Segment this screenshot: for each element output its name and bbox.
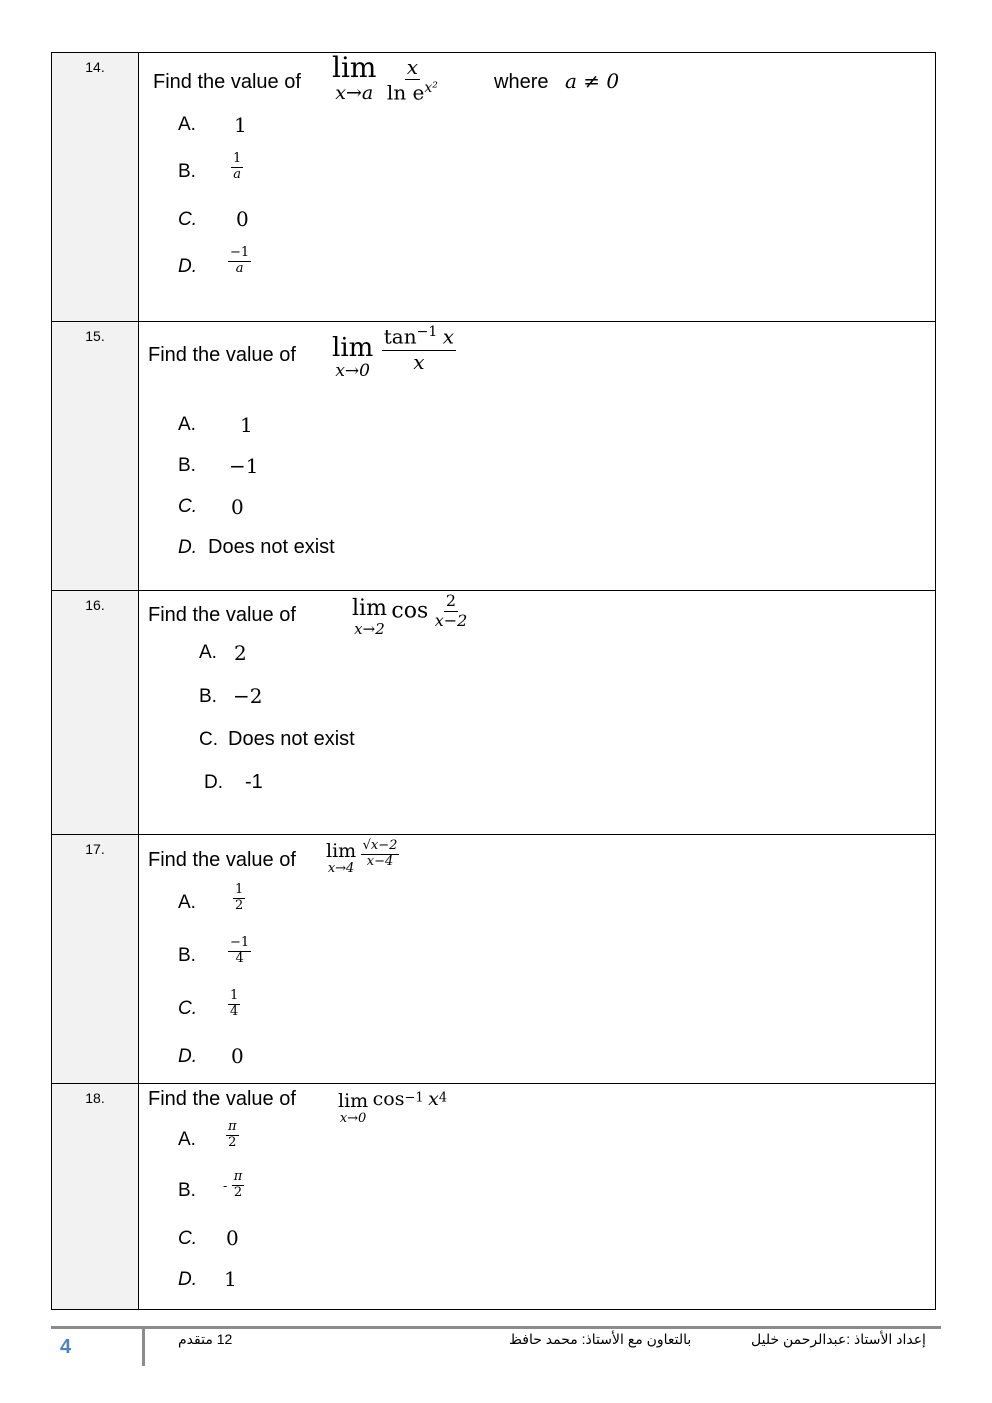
- cos-function: cos: [391, 598, 429, 624]
- lim-subscript: x→4: [327, 861, 355, 876]
- option-letter: D.: [178, 256, 197, 277]
- option-value: 0: [231, 1044, 244, 1068]
- lim-operator: lim: [338, 1090, 369, 1112]
- option-numerator: −1: [230, 935, 250, 950]
- lim-operator: lim: [326, 840, 357, 862]
- option-value: 1: [240, 413, 253, 437]
- lim-subscript: x→0: [339, 1111, 367, 1126]
- fraction-denominator: ln e: [386, 80, 425, 105]
- fraction-denominator: x: [413, 349, 425, 374]
- option-value: 2: [234, 641, 247, 665]
- option-sign: -: [223, 1177, 228, 1193]
- option-letter: C.: [178, 998, 197, 1019]
- option-value: 1: [224, 1267, 237, 1291]
- lim-operator: lim: [352, 596, 387, 621]
- question-number: 15.: [52, 322, 139, 590]
- question-prompt: Find the value of: [148, 849, 296, 871]
- variable: x: [428, 1088, 439, 1110]
- fraction-numerator: √x−2: [362, 838, 398, 854]
- option-numerator: π: [228, 1119, 237, 1134]
- option-fraction: [231, 152, 243, 183]
- numerator-exponent: −1: [416, 324, 438, 340]
- option-value: Does not exist: [208, 536, 335, 558]
- limit-expression: [352, 591, 469, 638]
- option-value: −1: [229, 454, 259, 478]
- option-letter: A.: [199, 642, 217, 663]
- question-prompt: Find the value of: [148, 1088, 296, 1110]
- page-number: 4: [60, 1336, 72, 1358]
- option-fraction: [228, 936, 251, 967]
- option-value: -1: [245, 771, 263, 793]
- lim-subscript: x→a: [335, 82, 374, 104]
- fraction-numerator: 2: [445, 591, 457, 611]
- fraction-numerator: x: [406, 54, 419, 79]
- option-letter: C.: [178, 1228, 197, 1249]
- option-fraction: [223, 1170, 244, 1201]
- option-letter: B.: [178, 1180, 196, 1201]
- limit-expression: [332, 324, 456, 381]
- limit-expression: [332, 51, 440, 105]
- option-denominator: a: [235, 260, 244, 276]
- condition-label: where: [494, 71, 549, 93]
- option-letter: A.: [178, 414, 196, 435]
- option-numerator: 1: [233, 151, 242, 166]
- question-number: 18.: [52, 1084, 139, 1309]
- option-value: 1: [234, 113, 247, 137]
- option-numerator: 1: [230, 988, 239, 1003]
- lim-operator: lim: [332, 332, 374, 363]
- option-letter: C.: [199, 729, 218, 750]
- cos-function: cos: [372, 1088, 405, 1110]
- option-value: Does not exist: [228, 728, 355, 750]
- option-value: 0: [231, 495, 244, 519]
- question-16: [51, 591, 936, 835]
- option-letter: A.: [178, 114, 196, 135]
- lim-operator: lim: [332, 51, 377, 84]
- option-letter: D.: [204, 772, 223, 793]
- option-denominator: 2: [233, 1184, 243, 1200]
- question-number: 16.: [52, 591, 139, 834]
- option-letter: A.: [178, 1129, 196, 1150]
- option-denominator: 2: [228, 1134, 237, 1150]
- condition-expression: a ≠ 0: [565, 69, 620, 93]
- question-number: 14.: [52, 53, 139, 321]
- option-value: −2: [233, 684, 263, 708]
- question-prompt: Find the value of: [153, 71, 301, 93]
- option-letter: B.: [178, 161, 196, 182]
- fraction-denominator: x−4: [366, 854, 394, 869]
- option-letter: B.: [178, 945, 196, 966]
- option-fraction: [228, 989, 240, 1020]
- denominator-exponent: x²: [424, 79, 438, 96]
- option-letter: D.: [178, 1269, 197, 1290]
- option-letter: C.: [178, 496, 197, 517]
- numerator-function: tan: [383, 324, 417, 349]
- question-14: [51, 52, 936, 322]
- option-fraction: [226, 1120, 239, 1151]
- lim-subscript: x→2: [354, 620, 385, 638]
- footer-collaboration: بالتعاون مع الأستاذ: محمد حافظ: [509, 1331, 692, 1347]
- question-prompt: Find the value of: [148, 604, 296, 626]
- footer-author: إعداد الأستاذ :عبدالرحمن خليل: [751, 1331, 926, 1347]
- option-numerator: 1: [235, 882, 244, 897]
- footer-separator: [142, 1329, 145, 1366]
- numerator-variable: x: [442, 324, 455, 349]
- option-letter: D.: [178, 1046, 197, 1067]
- option-letter: B.: [178, 455, 196, 476]
- question-18: [51, 1084, 936, 1310]
- option-denominator: 4: [235, 950, 244, 966]
- function-exponent: −1: [404, 1090, 424, 1106]
- option-numerator: π: [233, 1169, 243, 1184]
- question-15: [51, 322, 936, 591]
- question-prompt: Find the value of: [148, 344, 296, 366]
- option-value: 0: [236, 207, 249, 231]
- option-letter: D.: [178, 537, 197, 558]
- option-denominator: 4: [230, 1003, 239, 1019]
- option-fraction: [228, 246, 251, 277]
- question-number: 17.: [52, 835, 139, 1083]
- limit-expression: [326, 837, 399, 876]
- limit-expression: [338, 1086, 448, 1126]
- question-17: [51, 835, 936, 1084]
- option-letter: A.: [178, 892, 196, 913]
- footer-grade: 12 متقدم: [178, 1331, 233, 1347]
- lim-subscript: x→0: [335, 360, 370, 381]
- option-letter: B.: [199, 686, 217, 707]
- option-numerator: −1: [230, 245, 250, 260]
- option-denominator: a: [233, 166, 242, 182]
- option-fraction: [233, 883, 245, 914]
- option-denominator: 2: [235, 897, 244, 913]
- question-table: [51, 52, 936, 1310]
- footer-divider: [51, 1326, 941, 1329]
- option-value: 0: [226, 1226, 239, 1250]
- fraction-denominator: x−2: [434, 610, 468, 630]
- option-letter: C.: [178, 209, 197, 230]
- variable-exponent: 4: [438, 1090, 448, 1106]
